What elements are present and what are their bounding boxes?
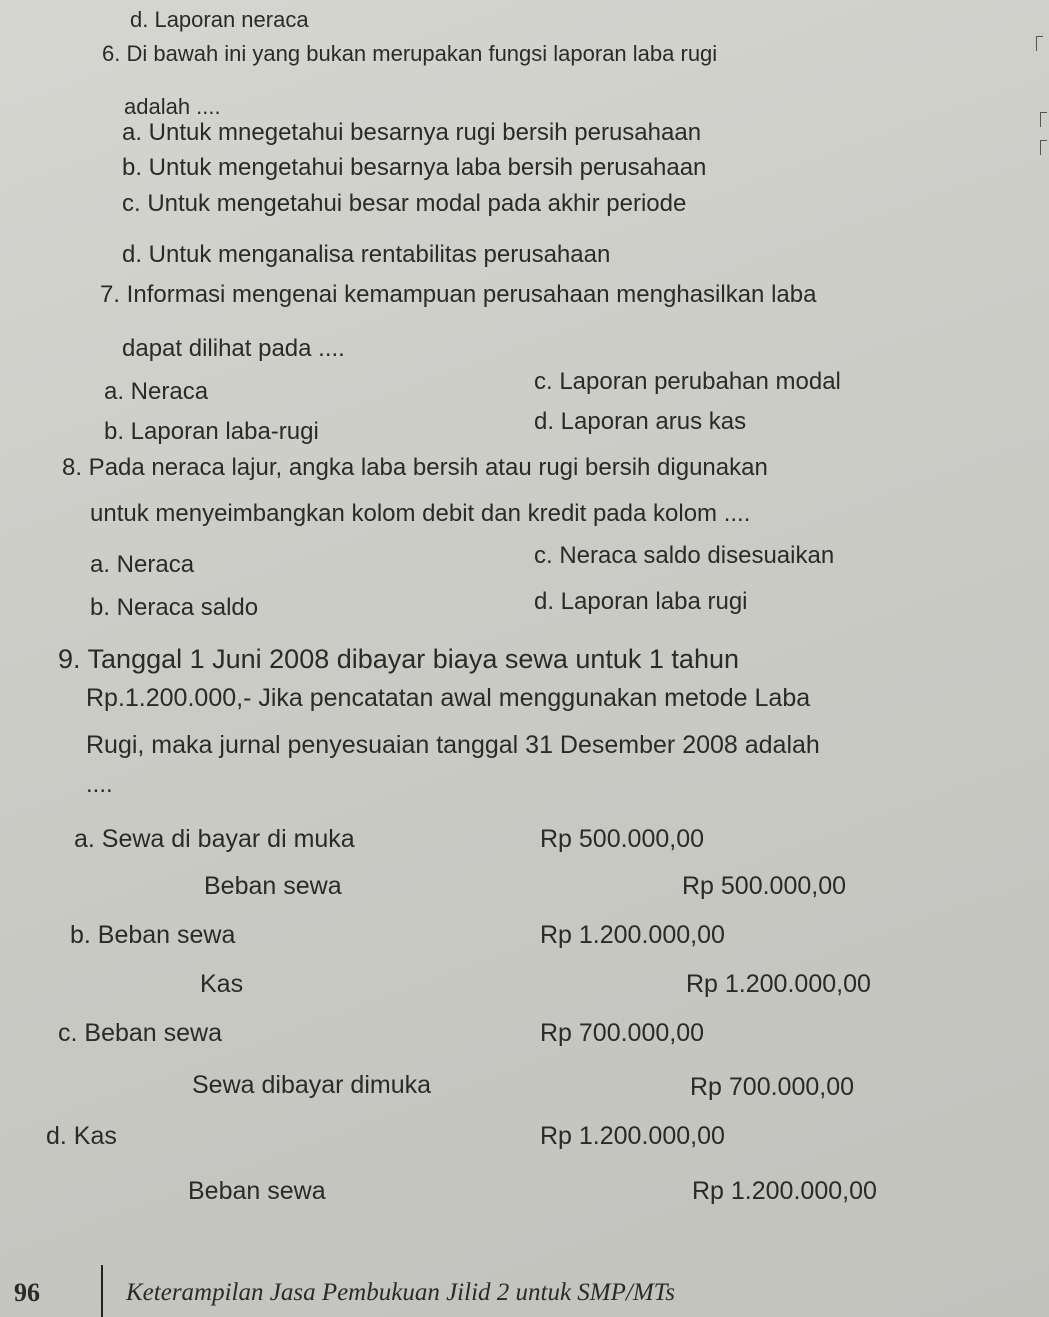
question-6-option-a: a. Untuk mnegetahui besarnya rugi bersih perusahaan (122, 119, 702, 146)
journal-b-credit-amount: Rp 1.200.000,00 (686, 970, 871, 998)
question-9-text-cont-2: Rugi, maka jurnal penyesuaian tanggal 31 Desember 2008 adalah (86, 731, 820, 759)
journal-a-debit-account: a. Sewa di bayar di muka (74, 825, 355, 853)
question-9-text: 9. Tanggal 1 Juni 2008 dibayar biaya sewa untuk 1 tahun (58, 644, 739, 674)
journal-a-credit-account: Beban sewa (204, 872, 342, 900)
question-8-option-b: b. Neraca saldo (90, 594, 259, 621)
journal-c-credit-account: Sewa dibayar dimuka (192, 1071, 432, 1099)
question-7-text-cont: dapat dilihat pada .... (122, 335, 345, 362)
journal-b-credit-account: Kas (200, 970, 244, 998)
question-7-option-a: a. Neraca (104, 378, 209, 405)
question-9-text-cont-3: .... (86, 771, 113, 798)
question-8-text: 8. Pada neraca lajur, angka laba bersih atau rugi bersih digunakan (62, 454, 768, 481)
journal-c-debit-account: c. Beban sewa (58, 1019, 222, 1047)
question-7-option-d: d. Laporan arus kas (534, 408, 747, 435)
question-6-option-b: b. Untuk mengetahui besarnya laba bersih perusahaan (122, 154, 707, 181)
question-8-text-cont: untuk menyeimbangkan kolom debit dan kredit pada kolom .... (90, 500, 751, 527)
journal-d-debit-account: d. Kas (46, 1122, 117, 1150)
journal-c-debit-amount: Rp 700.000,00 (540, 1019, 705, 1047)
question-8-option-a: a. Neraca (90, 551, 195, 578)
footer-divider (101, 1265, 103, 1317)
question-6-text-cont: adalah .... (124, 94, 221, 119)
question-7-text: 7. Informasi mengenai kemampuan perusahaan menghasilkan laba (100, 281, 817, 308)
book-title: Keterampilan Jasa Pembukuan Jilid 2 untuk SMP/MTs (126, 1279, 676, 1306)
edge-mark (1036, 36, 1043, 51)
question-6-option-d: d. Untuk menganalisa rentabilitas perusahaan (122, 241, 611, 268)
edge-mark (1040, 140, 1047, 155)
question-7-option-b: b. Laporan laba-rugi (104, 418, 319, 445)
journal-c-credit-amount: Rp 700.000,00 (690, 1073, 855, 1101)
journal-d-debit-amount: Rp 1.200.000,00 (540, 1122, 725, 1150)
journal-b-debit-account: b. Beban sewa (70, 921, 236, 949)
question-8-option-d: d. Laporan laba rugi (534, 588, 748, 615)
question-8-option-c: c. Neraca saldo disesuaikan (534, 542, 835, 569)
journal-a-debit-amount: Rp 500.000,00 (540, 825, 705, 853)
journal-d-credit-account: Beban sewa (188, 1177, 326, 1205)
question-6-text: 6. Di bawah ini yang bukan merupakan fungsi laporan laba rugi (102, 41, 718, 66)
edge-mark (1040, 112, 1047, 127)
question-9-text-cont-1: Rp.1.200.000,- Jika pencatatan awal menggunakan metode Laba (86, 684, 811, 712)
page-number: 96 (14, 1278, 40, 1307)
journal-d-credit-amount: Rp 1.200.000,00 (692, 1177, 877, 1205)
question-7-option-c: c. Laporan perubahan modal (534, 368, 841, 395)
journal-a-credit-amount: Rp 500.000,00 (682, 872, 847, 900)
journal-b-debit-amount: Rp 1.200.000,00 (540, 921, 725, 949)
question-6-option-c: c. Untuk mengetahui besar modal pada akhir periode (122, 190, 687, 217)
prev-option-d: d. Laporan neraca (130, 7, 309, 32)
